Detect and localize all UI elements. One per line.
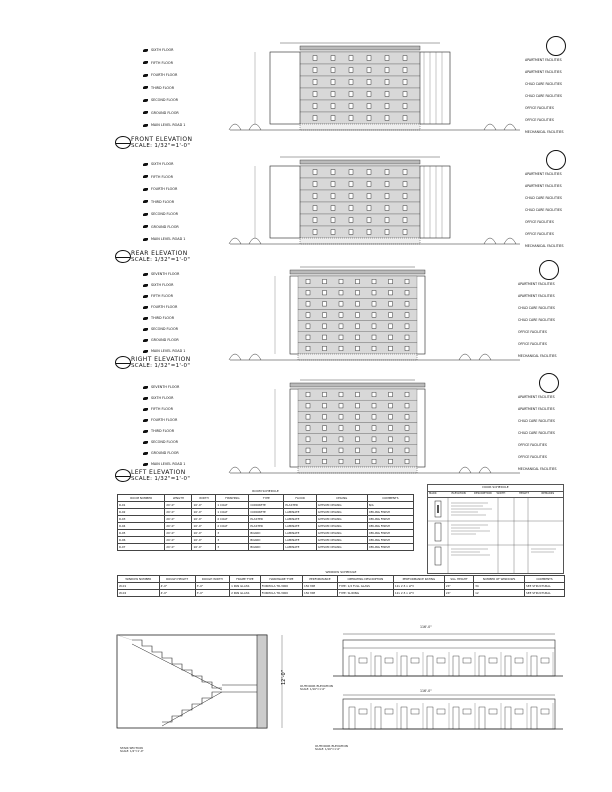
- facility-label: MECHANICAL FACILITIES: [525, 244, 564, 248]
- elevation-title: REAR ELEVATION: [131, 250, 188, 257]
- table-cell: 12x 2.5 x LF3: [393, 583, 444, 590]
- elevation-scale: SCALE: 1/32"=1'-0": [131, 257, 191, 263]
- level-label: [143, 212, 178, 216]
- table-cell: W-02: [118, 590, 160, 597]
- door-column-header: REMARKS: [541, 492, 555, 495]
- table-cell: PLASTER: [284, 502, 316, 509]
- table-cell: 150 MM: [302, 590, 337, 597]
- level-label: [143, 187, 177, 191]
- level-label-text: SEVENTH FLOOR: [151, 272, 180, 276]
- level-label: [143, 338, 179, 342]
- table-cell: CEILING FINISH: [367, 516, 413, 523]
- table-cell: BOARD: [249, 530, 284, 537]
- level-marker-icon: [143, 350, 148, 353]
- table-cell: 4'-0": [159, 590, 195, 597]
- level-marker-icon: [143, 306, 148, 309]
- table-row: [118, 537, 414, 544]
- window-schedule-title: WINDOW SCHEDULE: [325, 570, 357, 574]
- door-column-header: ELEVATION: [451, 492, 466, 495]
- window-schedule-body: [118, 583, 565, 597]
- table-cell: 12: [474, 590, 525, 597]
- level-label: [143, 429, 174, 433]
- table-cell: 2 PAN GLASS: [230, 590, 261, 597]
- level-label: [143, 305, 177, 309]
- level-label-text: GROUND FLOOR: [151, 224, 179, 229]
- outdoor-front-caption: [300, 684, 333, 691]
- door-column-header: DESCRIPTION: [474, 492, 492, 495]
- table-cell: CONCRETE: [249, 502, 284, 509]
- table-cell: N/A: [367, 502, 413, 509]
- table-cell: GYPSUM CEILING: [316, 537, 367, 544]
- level-label: [143, 98, 178, 102]
- column-header: FRAME TYPE: [230, 576, 261, 583]
- table-cell: 3'-0": [195, 590, 229, 597]
- facility-label: OFFICE FACILITIES: [525, 106, 554, 110]
- stair-caption-title: STAIR SECTION: [120, 746, 143, 750]
- level-label-text: GROUND FLOOR: [151, 338, 179, 342]
- facility-label: OFFICE FACILITIES: [518, 330, 547, 334]
- building-elevation-drawing: [225, 262, 525, 372]
- table-cell: R-05: [118, 530, 165, 537]
- table-row: [118, 516, 414, 523]
- level-marker-icon: [143, 175, 148, 178]
- table-row: [118, 509, 414, 516]
- level-label: [143, 349, 185, 353]
- level-marker-icon: [143, 74, 148, 77]
- level-label: [143, 86, 174, 90]
- table-cell: CEILING FINISH: [367, 537, 413, 544]
- table-cell: R-07: [118, 544, 165, 551]
- table-cell: 12x 2.5 x LF3: [393, 590, 444, 597]
- level-marker-icon: [143, 273, 148, 276]
- table-cell: BOARD: [249, 537, 284, 544]
- level-label-text: FIFTH FLOOR: [151, 407, 173, 411]
- level-label-text: MAIN LEVEL ROAD 1: [151, 123, 186, 128]
- level-label: [143, 385, 179, 389]
- column-header: FLOOR: [284, 495, 316, 502]
- column-header: SILL HEIGHT: [444, 576, 473, 583]
- column-header: ROUGH WIDTH: [195, 576, 229, 583]
- table-cell: 3'-0": [195, 583, 229, 590]
- table-cell: CONCRETE: [249, 509, 284, 516]
- stair-dim-label: 12'-0": [281, 669, 287, 685]
- level-label: [143, 294, 173, 298]
- table-cell: LAMINATE: [284, 530, 316, 537]
- room-schedule-body: [118, 502, 414, 551]
- table-cell: 34: [474, 583, 525, 590]
- building-elevation-drawing: [225, 152, 525, 262]
- facility-label: APARTMENT FACILITIES: [518, 282, 555, 286]
- table-cell: CEILING FINISH: [367, 530, 413, 537]
- level-label-text: GROUND FLOOR: [151, 110, 179, 115]
- table-cell: LAMINATE: [284, 537, 316, 544]
- level-label-text: SECOND FLOOR: [151, 327, 178, 331]
- facility-label: MECHANICAL FACILITIES: [518, 467, 557, 471]
- table-cell: 20'-0": [165, 516, 192, 523]
- facility-label: OFFICE FACILITIES: [525, 118, 554, 122]
- table-cell: LAMINATE: [284, 509, 316, 516]
- north-arrow-icon: [539, 260, 559, 280]
- level-label: [143, 123, 185, 127]
- column-header: ROUGH HEIGHT: [159, 576, 195, 583]
- table-cell: GYPSUM CEILING: [316, 544, 367, 551]
- level-label-text: SIXTH FLOOR: [151, 283, 174, 287]
- facility-label: OFFICE FACILITIES: [518, 443, 547, 447]
- facility-label: OFFICE FACILITIES: [525, 232, 554, 236]
- table-cell: 16'-0": [192, 544, 216, 551]
- elevation-tag-bubble: [115, 136, 131, 149]
- table-row: [118, 530, 414, 537]
- table-row: [118, 583, 565, 590]
- window-schedule-table: [117, 575, 565, 597]
- level-label-text: MAIN LEVEL ROAD 1: [151, 349, 186, 353]
- level-marker-icon: [143, 386, 148, 389]
- level-label: [143, 451, 179, 455]
- elevation-scale: SCALE: 1/32"=1'-0": [131, 143, 191, 149]
- level-label: [143, 48, 174, 52]
- level-label-text: SEVENTH FLOOR: [151, 385, 180, 389]
- facility-label: OFFICE FACILITIES: [518, 342, 547, 346]
- level-marker-icon: [143, 408, 148, 411]
- column-header: PERFORMANCE RATING: [393, 576, 444, 583]
- elevation-scale: SCALE: 1/32"=1'-0": [131, 476, 191, 482]
- level-label: [143, 61, 173, 65]
- door-column-header: HEIGHT: [519, 492, 529, 495]
- table-cell: W-01: [118, 583, 160, 590]
- column-header: WIDTH: [192, 495, 216, 502]
- room-schedule-title: ROOM SCHEDULE: [252, 489, 279, 493]
- outdoor-rear-scale: SCALE: 1/16"=1'-0": [315, 748, 341, 751]
- level-label: [143, 225, 179, 229]
- elevation-title: FRONT ELEVATION: [131, 136, 193, 143]
- window-schedule: [117, 571, 565, 597]
- table-row: [118, 544, 414, 551]
- level-label: [143, 237, 185, 241]
- elevation-tag-bubble: [115, 356, 131, 369]
- level-marker-icon: [143, 463, 148, 466]
- table-cell: 20'-0": [165, 509, 192, 516]
- level-label: [143, 396, 174, 400]
- column-header: COMMENTS: [525, 576, 565, 583]
- level-label: [143, 440, 178, 444]
- facade-units: [349, 703, 553, 729]
- level-label-text: SIXTH FLOOR: [151, 396, 174, 400]
- facility-label: APARTMENT FACILITIES: [525, 58, 562, 62]
- table-cell: GYPSUM CEILING: [316, 502, 367, 509]
- level-marker-icon: [143, 328, 148, 331]
- level-label-text: FIFTH FLOOR: [151, 294, 173, 298]
- level-marker-icon: [143, 238, 148, 241]
- level-marker-icon: [143, 317, 148, 320]
- facility-label: CHILD CARE FACILITIES: [525, 94, 562, 98]
- table-cell: CEILING FINISH: [367, 523, 413, 530]
- door-column-header: WIDTH: [496, 492, 506, 495]
- table-cell: PLASTER: [249, 516, 284, 523]
- facility-label: APARTMENT FACILITIES: [518, 294, 555, 298]
- table-cell: 16'-0": [192, 516, 216, 523]
- facility-label: CHILD CARE FACILITIES: [518, 419, 555, 423]
- level-marker-icon: [143, 295, 148, 298]
- table-cell: R-01: [118, 502, 165, 509]
- outdoor-rear-title: OUTDOOR ELEVATION: [315, 744, 348, 748]
- level-marker-icon: [143, 397, 148, 400]
- facility-label: CHILD CARE FACILITIES: [518, 431, 555, 435]
- level-marker-icon: [143, 419, 148, 422]
- column-header: LENGTH: [165, 495, 192, 502]
- level-label: [143, 200, 174, 204]
- stair-caption-scale: SCALE: 1/4"=1'-0": [120, 750, 144, 753]
- outdoor-front-dim: 116'-0": [420, 625, 432, 629]
- table-cell: 20'-0": [165, 523, 192, 530]
- level-label-text: FIFTH FLOOR: [151, 60, 173, 65]
- column-header: TYPE: [249, 495, 284, 502]
- table-cell: 16'-0": [192, 537, 216, 544]
- table-cell: 1 COAT: [216, 509, 249, 516]
- table-cell: GYPSUM CEILING: [316, 516, 367, 523]
- facility-label: OFFICE FACILITIES: [518, 455, 547, 459]
- table-cell: 3: [216, 537, 249, 544]
- table-cell: LAMINATE: [284, 523, 316, 530]
- level-label-text: MAIN LEVEL ROAD 1: [151, 462, 186, 466]
- table-cell: 2 COAT: [216, 516, 249, 523]
- room-schedule-header: [118, 495, 414, 502]
- level-label: [143, 418, 177, 422]
- table-cell: 3: [216, 544, 249, 551]
- facility-label: MECHANICAL FACILITIES: [525, 130, 564, 134]
- level-label-text: GROUND FLOOR: [151, 451, 179, 455]
- window-schedule-header: [118, 576, 565, 583]
- table-cell: 3: [216, 530, 249, 537]
- facility-label: APARTMENT FACILITIES: [518, 395, 555, 399]
- outdoor-front-title: OUTDOOR ELEVATION: [300, 684, 333, 688]
- door-schedule-drawing: [428, 497, 563, 573]
- column-header: OPERATING DESCRIPTION: [337, 576, 393, 583]
- table-cell: 24": [444, 590, 473, 597]
- level-marker-icon: [143, 49, 148, 52]
- level-marker-icon: [143, 200, 148, 203]
- table-cell: LAMINATE: [284, 516, 316, 523]
- level-label: [143, 162, 174, 166]
- level-label: [143, 73, 177, 77]
- level-label-text: FOURTH FLOOR: [151, 187, 178, 192]
- facility-label: CHILD CARE FACILITIES: [525, 82, 562, 86]
- column-header: PERFORMANCE: [302, 576, 337, 583]
- level-marker-icon: [143, 284, 148, 287]
- level-marker-icon: [143, 441, 148, 444]
- level-label-text: THIRD FLOOR: [151, 429, 175, 433]
- level-marker-icon: [143, 99, 148, 102]
- door-schedule: [427, 484, 564, 574]
- table-cell: TYPE: SLIDING: [337, 590, 393, 597]
- facility-label: CHILD CARE FACILITIES: [518, 318, 555, 322]
- column-header: ROOM NUMBER: [118, 495, 165, 502]
- north-arrow-icon: [546, 150, 566, 170]
- column-header: HARDWARE TYPE: [260, 576, 302, 583]
- table-cell: LAMINATE: [284, 544, 316, 551]
- level-label: [143, 272, 179, 276]
- level-marker-icon: [143, 452, 148, 455]
- level-marker-icon: [143, 111, 148, 114]
- facility-label: CHILD CARE FACILITIES: [525, 208, 562, 212]
- door-schedule-title: DOOR SCHEDULE: [482, 485, 509, 489]
- table-cell: TYPE: 1/2 FULL GLASS: [337, 583, 393, 590]
- facility-label: MECHANICAL FACILITIES: [518, 354, 557, 358]
- level-label-text: MAIN LEVEL ROAD 1: [151, 237, 186, 242]
- level-marker-icon: [143, 213, 148, 216]
- facility-label: CHILD CARE FACILITIES: [525, 196, 562, 200]
- building-elevation-drawing: [225, 38, 525, 148]
- table-cell: 16'-0": [192, 509, 216, 516]
- table-cell: 20'-0": [165, 537, 192, 544]
- table-cell: BOARD: [249, 544, 284, 551]
- table-cell: 16'-0": [192, 530, 216, 537]
- table-cell: GYPSUM CEILING: [316, 523, 367, 530]
- outdoor-rear-dim: 116'-0": [420, 689, 432, 693]
- level-label-text: SECOND FLOOR: [151, 440, 178, 444]
- column-header: NUMBER OF WINDOWS: [474, 576, 525, 583]
- level-marker-icon: [143, 188, 148, 191]
- table-row: [118, 590, 565, 597]
- elevation-tag-bubble: [115, 469, 131, 482]
- level-label: [143, 111, 179, 115]
- table-cell: 2 COAT: [216, 523, 249, 530]
- level-label-text: FOURTH FLOOR: [151, 305, 178, 309]
- level-label-text: SECOND FLOOR: [151, 98, 178, 103]
- elevation-title: RIGHT ELEVATION: [131, 356, 191, 363]
- table-cell: R-02: [118, 509, 165, 516]
- elevation-scale: SCALE: 1/32"=1'-0": [131, 363, 191, 369]
- column-header: FINISHING: [216, 495, 249, 502]
- level-label-text: THIRD FLOOR: [151, 85, 175, 90]
- north-arrow-icon: [546, 36, 566, 56]
- elevation-tag-bubble: [115, 250, 131, 263]
- table-cell: 150 MM: [302, 583, 337, 590]
- table-row: [118, 502, 414, 509]
- outdoor-rear-caption: [315, 744, 348, 751]
- stair-section-drawing: [112, 630, 302, 730]
- outdoor-front-scale: SCALE: 1/16"=1'-0": [300, 688, 326, 691]
- door-column-header: MARK: [429, 492, 437, 495]
- level-label-text: SECOND FLOOR: [151, 212, 178, 217]
- table-cell: CEILING FINISH: [367, 509, 413, 516]
- level-marker-icon: [143, 430, 148, 433]
- level-label: [143, 316, 174, 320]
- outdoor-rear-drawing: [333, 693, 563, 733]
- room-schedule-table: [117, 494, 414, 551]
- table-cell: 16'-0": [192, 523, 216, 530]
- table-cell: SEE STRUCTURAL: [525, 583, 565, 590]
- room-schedule: [117, 490, 414, 551]
- level-label-text: SIXTH FLOOR: [151, 48, 174, 52]
- facility-label: APARTMENT FACILITIES: [518, 407, 555, 411]
- facility-label: APARTMENT FACILITIES: [525, 184, 562, 188]
- facility-label: OFFICE FACILITIES: [525, 220, 554, 224]
- level-marker-icon: [143, 124, 148, 127]
- table-cell: 1 COAT: [216, 502, 249, 509]
- table-cell: R-04: [118, 523, 165, 530]
- facility-label: CHILD CARE FACILITIES: [518, 306, 555, 310]
- level-label: [143, 407, 173, 411]
- table-cell: 20'-0": [165, 544, 192, 551]
- table-cell: FORMULA TR-3000: [260, 590, 302, 597]
- level-label: [143, 327, 178, 331]
- level-marker-icon: [143, 339, 148, 342]
- table-cell: 4'-0": [159, 583, 195, 590]
- table-cell: 16'-0": [192, 502, 216, 509]
- facade-units: [349, 652, 553, 676]
- level-label-text: FOURTH FLOOR: [151, 73, 178, 78]
- level-label: [143, 175, 173, 179]
- building-elevation-drawing: [225, 375, 525, 485]
- elevation-title: LEFT ELEVATION: [131, 469, 186, 476]
- level-marker-icon: [143, 61, 148, 64]
- level-marker-icon: [143, 86, 148, 89]
- table-cell: GYPSUM CEILING: [316, 509, 367, 516]
- level-marker-icon: [143, 163, 148, 166]
- stair-section-caption: [120, 746, 144, 753]
- level-label-text: THIRD FLOOR: [151, 316, 175, 320]
- table-cell: R-03: [118, 516, 165, 523]
- table-cell: 20'-0": [165, 530, 192, 537]
- level-label-text: FOURTH FLOOR: [151, 418, 178, 422]
- table-cell: SEE STRUCTURAL: [525, 590, 565, 597]
- facility-label: APARTMENT FACILITIES: [525, 70, 562, 74]
- level-label: [143, 283, 174, 287]
- table-cell: R-06: [118, 537, 165, 544]
- level-marker-icon: [143, 225, 148, 228]
- table-cell: GYPSUM CEILING: [316, 530, 367, 537]
- table-cell: 24": [444, 583, 473, 590]
- table-row: [118, 523, 414, 530]
- column-header: WINDOW NUMBER: [118, 576, 160, 583]
- column-header: COMMENTS: [367, 495, 413, 502]
- level-label-text: THIRD FLOOR: [151, 199, 175, 204]
- table-cell: PLASTER: [249, 523, 284, 530]
- table-cell: 20'-0": [165, 502, 192, 509]
- level-label: [143, 462, 185, 466]
- facility-label: APARTMENT FACILITIES: [525, 172, 562, 176]
- table-cell: CEILING FINISH: [367, 544, 413, 551]
- north-arrow-icon: [539, 373, 559, 393]
- outdoor-front-drawing: [333, 630, 563, 680]
- column-header: CEILING: [316, 495, 367, 502]
- level-label-text: FIFTH FLOOR: [151, 174, 173, 179]
- level-label-text: SIXTH FLOOR: [151, 162, 174, 166]
- table-cell: FORMULA TR-3000: [260, 583, 302, 590]
- table-cell: 1 PAN GLASS: [230, 583, 261, 590]
